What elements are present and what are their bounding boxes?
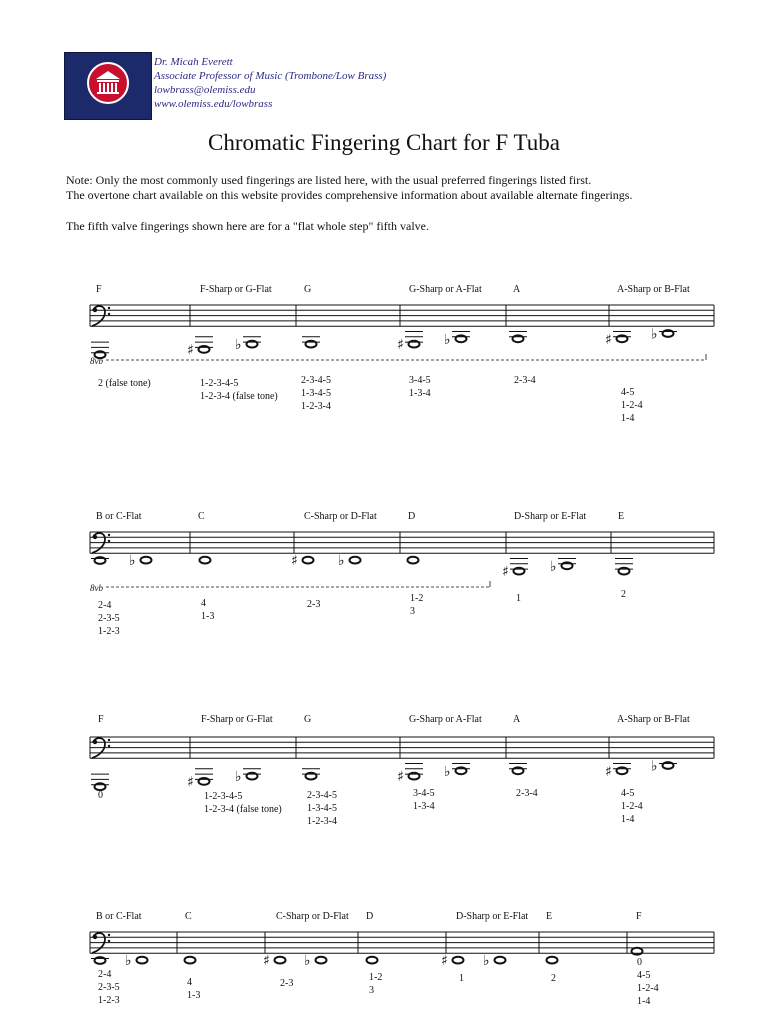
flat-icon: ♭ — [444, 331, 451, 348]
fingering-list: 2 — [621, 589, 626, 600]
whole-note — [605, 332, 631, 348]
fingering-list: 1-2-3-4-5 1-2-3-4 (false tone) — [204, 791, 282, 815]
flat-icon: ♭ — [444, 763, 451, 780]
note-name: F-Sharp or G-Flat — [200, 284, 272, 295]
whole-note — [444, 764, 470, 780]
note-name: A-Sharp or B-Flat — [617, 714, 690, 725]
sharp-icon: ♯ — [605, 763, 612, 780]
whole-note — [651, 327, 677, 343]
note-name: A — [513, 284, 521, 295]
note-name: C-Sharp or D-Flat — [276, 911, 349, 922]
sharp-icon: ♯ — [605, 331, 612, 348]
sharp-icon: ♯ — [263, 953, 270, 970]
whole-note — [91, 774, 109, 790]
university-logo — [64, 52, 152, 120]
whole-note — [615, 559, 633, 575]
note-name: C — [185, 911, 192, 922]
whole-note — [502, 559, 528, 581]
whole-note — [235, 769, 261, 785]
whole-note — [291, 553, 314, 569]
author-website[interactable]: www.olemiss.edu/lowbrass — [154, 98, 273, 110]
fingering-list: 1 — [459, 973, 464, 984]
note-name: D — [408, 511, 416, 522]
whole-note — [605, 764, 631, 780]
bass-clef-icon — [92, 933, 110, 953]
whole-note — [509, 332, 527, 343]
whole-note — [91, 557, 109, 564]
whole-note — [509, 764, 527, 775]
note-name: G-Sharp or A-Flat — [409, 714, 482, 725]
flat-icon: ♭ — [129, 553, 136, 570]
fingering-list: 4 1-3 — [201, 598, 215, 622]
fingering-list: 4 1-3 — [187, 977, 201, 1001]
note-name: C — [198, 511, 205, 522]
note-name: F — [98, 714, 104, 725]
flat-icon: ♭ — [338, 553, 345, 570]
ottava-label: 8vb — [90, 583, 103, 593]
sharp-icon: ♯ — [397, 337, 404, 354]
fingering-list: 4-5 1-2-4 1-4 — [621, 788, 643, 825]
sharp-icon: ♯ — [441, 953, 448, 970]
whole-note — [550, 559, 576, 575]
fingering-list: 3-4-5 1-3-4 — [413, 788, 435, 812]
note-name: D-Sharp or E-Flat — [514, 511, 587, 522]
fingering-list: 2-3 — [307, 599, 321, 610]
note-name: G — [304, 284, 312, 295]
fingering-list: 0 — [98, 790, 103, 801]
note-line-1: Note: Only the most commonly used fingerings are listed here, with the usual preferred fingerings listed first. — [66, 173, 592, 187]
whole-note — [547, 957, 558, 964]
whole-note — [367, 957, 378, 964]
whole-note — [651, 759, 677, 775]
fingering-list: 2-4 2-3-5 1-2-3 — [98, 969, 120, 1006]
sharp-icon: ♯ — [187, 774, 194, 791]
whole-note — [304, 953, 327, 969]
fingering-list: 2 — [551, 973, 556, 984]
flat-icon: ♭ — [483, 953, 490, 970]
bass-clef-icon — [92, 738, 110, 758]
whole-note — [185, 957, 196, 964]
fingering-list: 1-2 3 — [410, 593, 424, 617]
fingering-list: 2-3-4-5 1-3-4-5 1-2-3-4 — [307, 790, 337, 827]
whole-note — [235, 337, 261, 353]
flat-icon: ♭ — [550, 558, 557, 575]
whole-note — [91, 342, 109, 358]
bass-clef-icon — [92, 533, 110, 553]
fingering-list: 1 — [516, 593, 521, 604]
whole-note — [129, 553, 152, 569]
note-name: E — [546, 911, 553, 922]
fingering-list: 4-5 1-2-4 1-4 — [621, 387, 643, 424]
note-name: A-Sharp or B-Flat — [617, 284, 690, 295]
flat-icon: ♭ — [651, 758, 658, 775]
fingering-list: 2-3 — [280, 978, 294, 989]
fingering-list: 2-3-4-5 1-3-4-5 1-2-3-4 — [301, 375, 331, 412]
flat-icon: ♭ — [304, 953, 311, 970]
whole-note — [444, 332, 470, 348]
fingering-list: 1-2-3-4-5 1-2-3-4 (false tone) — [200, 378, 278, 402]
note-name: G — [304, 714, 312, 725]
fingering-list: 1-2 3 — [369, 972, 383, 996]
note-name: A — [513, 714, 521, 725]
fingering-list: 2-3-4 — [514, 375, 536, 386]
whole-note — [632, 948, 643, 955]
note-name: E — [618, 511, 625, 522]
whole-note — [200, 557, 211, 564]
flat-icon: ♭ — [235, 769, 242, 786]
whole-note — [338, 553, 361, 569]
note-name: B or C-Flat — [96, 911, 142, 922]
flat-icon: ♭ — [125, 953, 132, 970]
whole-note — [302, 769, 320, 780]
whole-note — [263, 953, 286, 969]
whole-note — [187, 769, 213, 791]
fingering-list: 0 4-5 1-2-4 1-4 — [637, 957, 659, 1007]
whole-note — [125, 953, 148, 969]
fingering-list: 3-4-5 1-3-4 — [409, 375, 431, 399]
sharp-icon: ♯ — [291, 553, 298, 570]
lyceum-seal-icon — [65, 53, 151, 119]
sharp-icon: ♯ — [502, 564, 509, 581]
whole-note — [483, 953, 506, 969]
whole-note — [397, 332, 423, 354]
whole-note — [187, 337, 213, 359]
flat-icon: ♭ — [235, 337, 242, 354]
page-title: Chromatic Fingering Chart for F Tuba — [207, 130, 561, 155]
header-contact-block — [154, 55, 386, 111]
whole-note — [91, 957, 109, 964]
fingering-list: 2-4 2-3-5 1-2-3 — [98, 600, 120, 637]
author-name: Dr. Micah Everett — [154, 56, 233, 68]
note-name: F — [96, 284, 102, 295]
note-name: F — [636, 911, 642, 922]
note-name: B or C-Flat — [96, 511, 142, 522]
fingering-list: 2-3-4 — [516, 788, 538, 799]
note-line-3: The fifth valve fingerings shown here are for a "flat whole step" fifth valve. — [66, 219, 429, 233]
whole-note — [397, 764, 423, 786]
note-name: D — [366, 911, 374, 922]
author-email[interactable]: lowbrass@olemiss.edu — [154, 84, 256, 96]
bass-clef-icon — [92, 306, 110, 326]
note-name: D-Sharp or E-Flat — [456, 911, 529, 922]
sharp-icon: ♯ — [397, 769, 404, 786]
sharp-icon: ♯ — [187, 342, 194, 359]
note-line-2: The overtone chart available on this website provides comprehensive information about available alternate fingerings. — [66, 188, 633, 202]
whole-note — [302, 337, 320, 348]
flat-icon: ♭ — [651, 326, 658, 343]
fingering-list: 2 (false tone) — [98, 378, 151, 389]
author-title: Associate Professor of Music (Trombone/Low Brass) — [154, 70, 387, 82]
note-name: C-Sharp or D-Flat — [304, 511, 377, 522]
note-name: F-Sharp or G-Flat — [201, 714, 273, 725]
whole-note — [408, 557, 419, 564]
whole-note — [441, 953, 464, 969]
note-name: G-Sharp or A-Flat — [409, 284, 482, 295]
ottava-label: 8vb — [90, 356, 103, 366]
